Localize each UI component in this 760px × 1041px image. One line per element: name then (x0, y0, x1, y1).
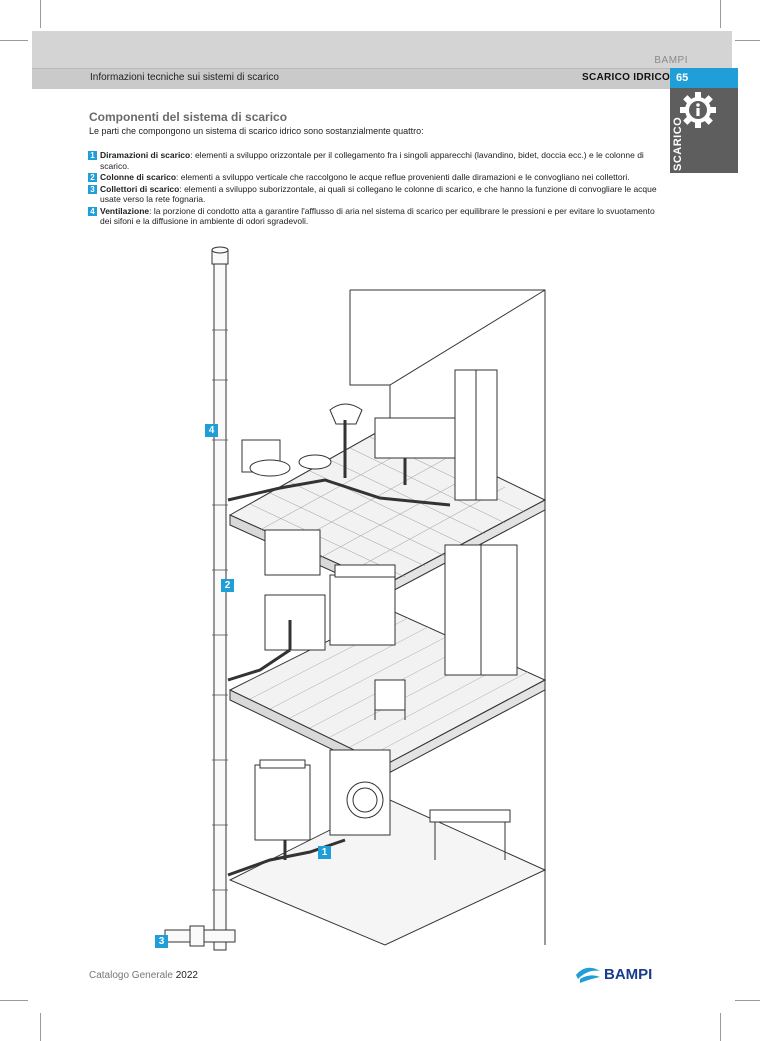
intro-text: Le parti che compongono un sistema di scarico idrico sono sostanzialmente quattro: (89, 126, 424, 136)
list-item (88, 184, 666, 205)
drainage-system-illustration (150, 240, 570, 960)
crop-mark (40, 0, 41, 28)
footer-catalog (89, 970, 198, 981)
crop-mark (735, 1000, 760, 1001)
list-item (88, 150, 666, 171)
item-description: : elementi a sviluppo verticale che raccolgono le acque reflue provenienti dalle diramazioni e le convogliano nei collettori. (176, 172, 630, 182)
side-tab-label: SCARICO (672, 116, 684, 171)
item-number-badge: 1 (88, 151, 97, 160)
gear-info-icon (678, 90, 718, 130)
item-number-badge: 3 (88, 185, 97, 194)
crop-mark (720, 0, 721, 28)
item-term: Collettori di scarico (100, 183, 180, 194)
item-term: Diramazioni di scarico (100, 150, 191, 160)
footer-catalog-label: Catalogo Generale (89, 970, 173, 981)
list-item (88, 206, 666, 227)
callout-1: 1 (318, 846, 331, 859)
component-list (88, 150, 666, 228)
header-section-title: Informazioni tecniche sui sistemi di scarico (90, 72, 279, 83)
crop-mark (720, 1013, 721, 1041)
crop-mark (735, 40, 760, 41)
item-term: Colonne di scarico (100, 172, 177, 182)
crop-mark (40, 1013, 41, 1041)
item-number-badge: 4 (88, 207, 97, 216)
item-term: Ventilazione (100, 205, 150, 216)
section-title: Componenti del sistema di scarico (89, 110, 288, 124)
footer-year: 2022 (175, 970, 198, 981)
crop-mark (0, 1000, 28, 1001)
bampi-logo (574, 963, 664, 985)
callout-2: 2 (221, 579, 234, 592)
crop-mark (0, 40, 28, 41)
header-category: SCARICO IDRICO (582, 72, 671, 83)
item-description: : elementi a sviluppo suborizzontale, ai quali si collegano le colonne di scarico, e che hanno la funzione di convogliare le acque usate verso la rete fognaria. (100, 183, 657, 204)
item-description: : elementi a sviluppo orizzontale per il collegamento fra i singoli apparecchi (lavandino, bidet, doccia ecc.) e le colonne di scarico. (100, 150, 644, 171)
page-number: 65 (670, 68, 738, 88)
callout-3: 3 (155, 935, 168, 948)
logo-text: BAMPI (604, 966, 653, 983)
item-description: : la porzione di condotto atta a garantire l'afflusso di aria nel sistema di scarico per equilibrare le pressioni e per evitare lo svuotamento dei sifoni e la diffusione in ambiente di odori sgradevoli. (100, 205, 655, 226)
callout-4: 4 (205, 424, 218, 437)
item-number-badge: 2 (88, 173, 97, 182)
header-brand: BAMPI (654, 55, 688, 66)
list-item (88, 172, 666, 183)
